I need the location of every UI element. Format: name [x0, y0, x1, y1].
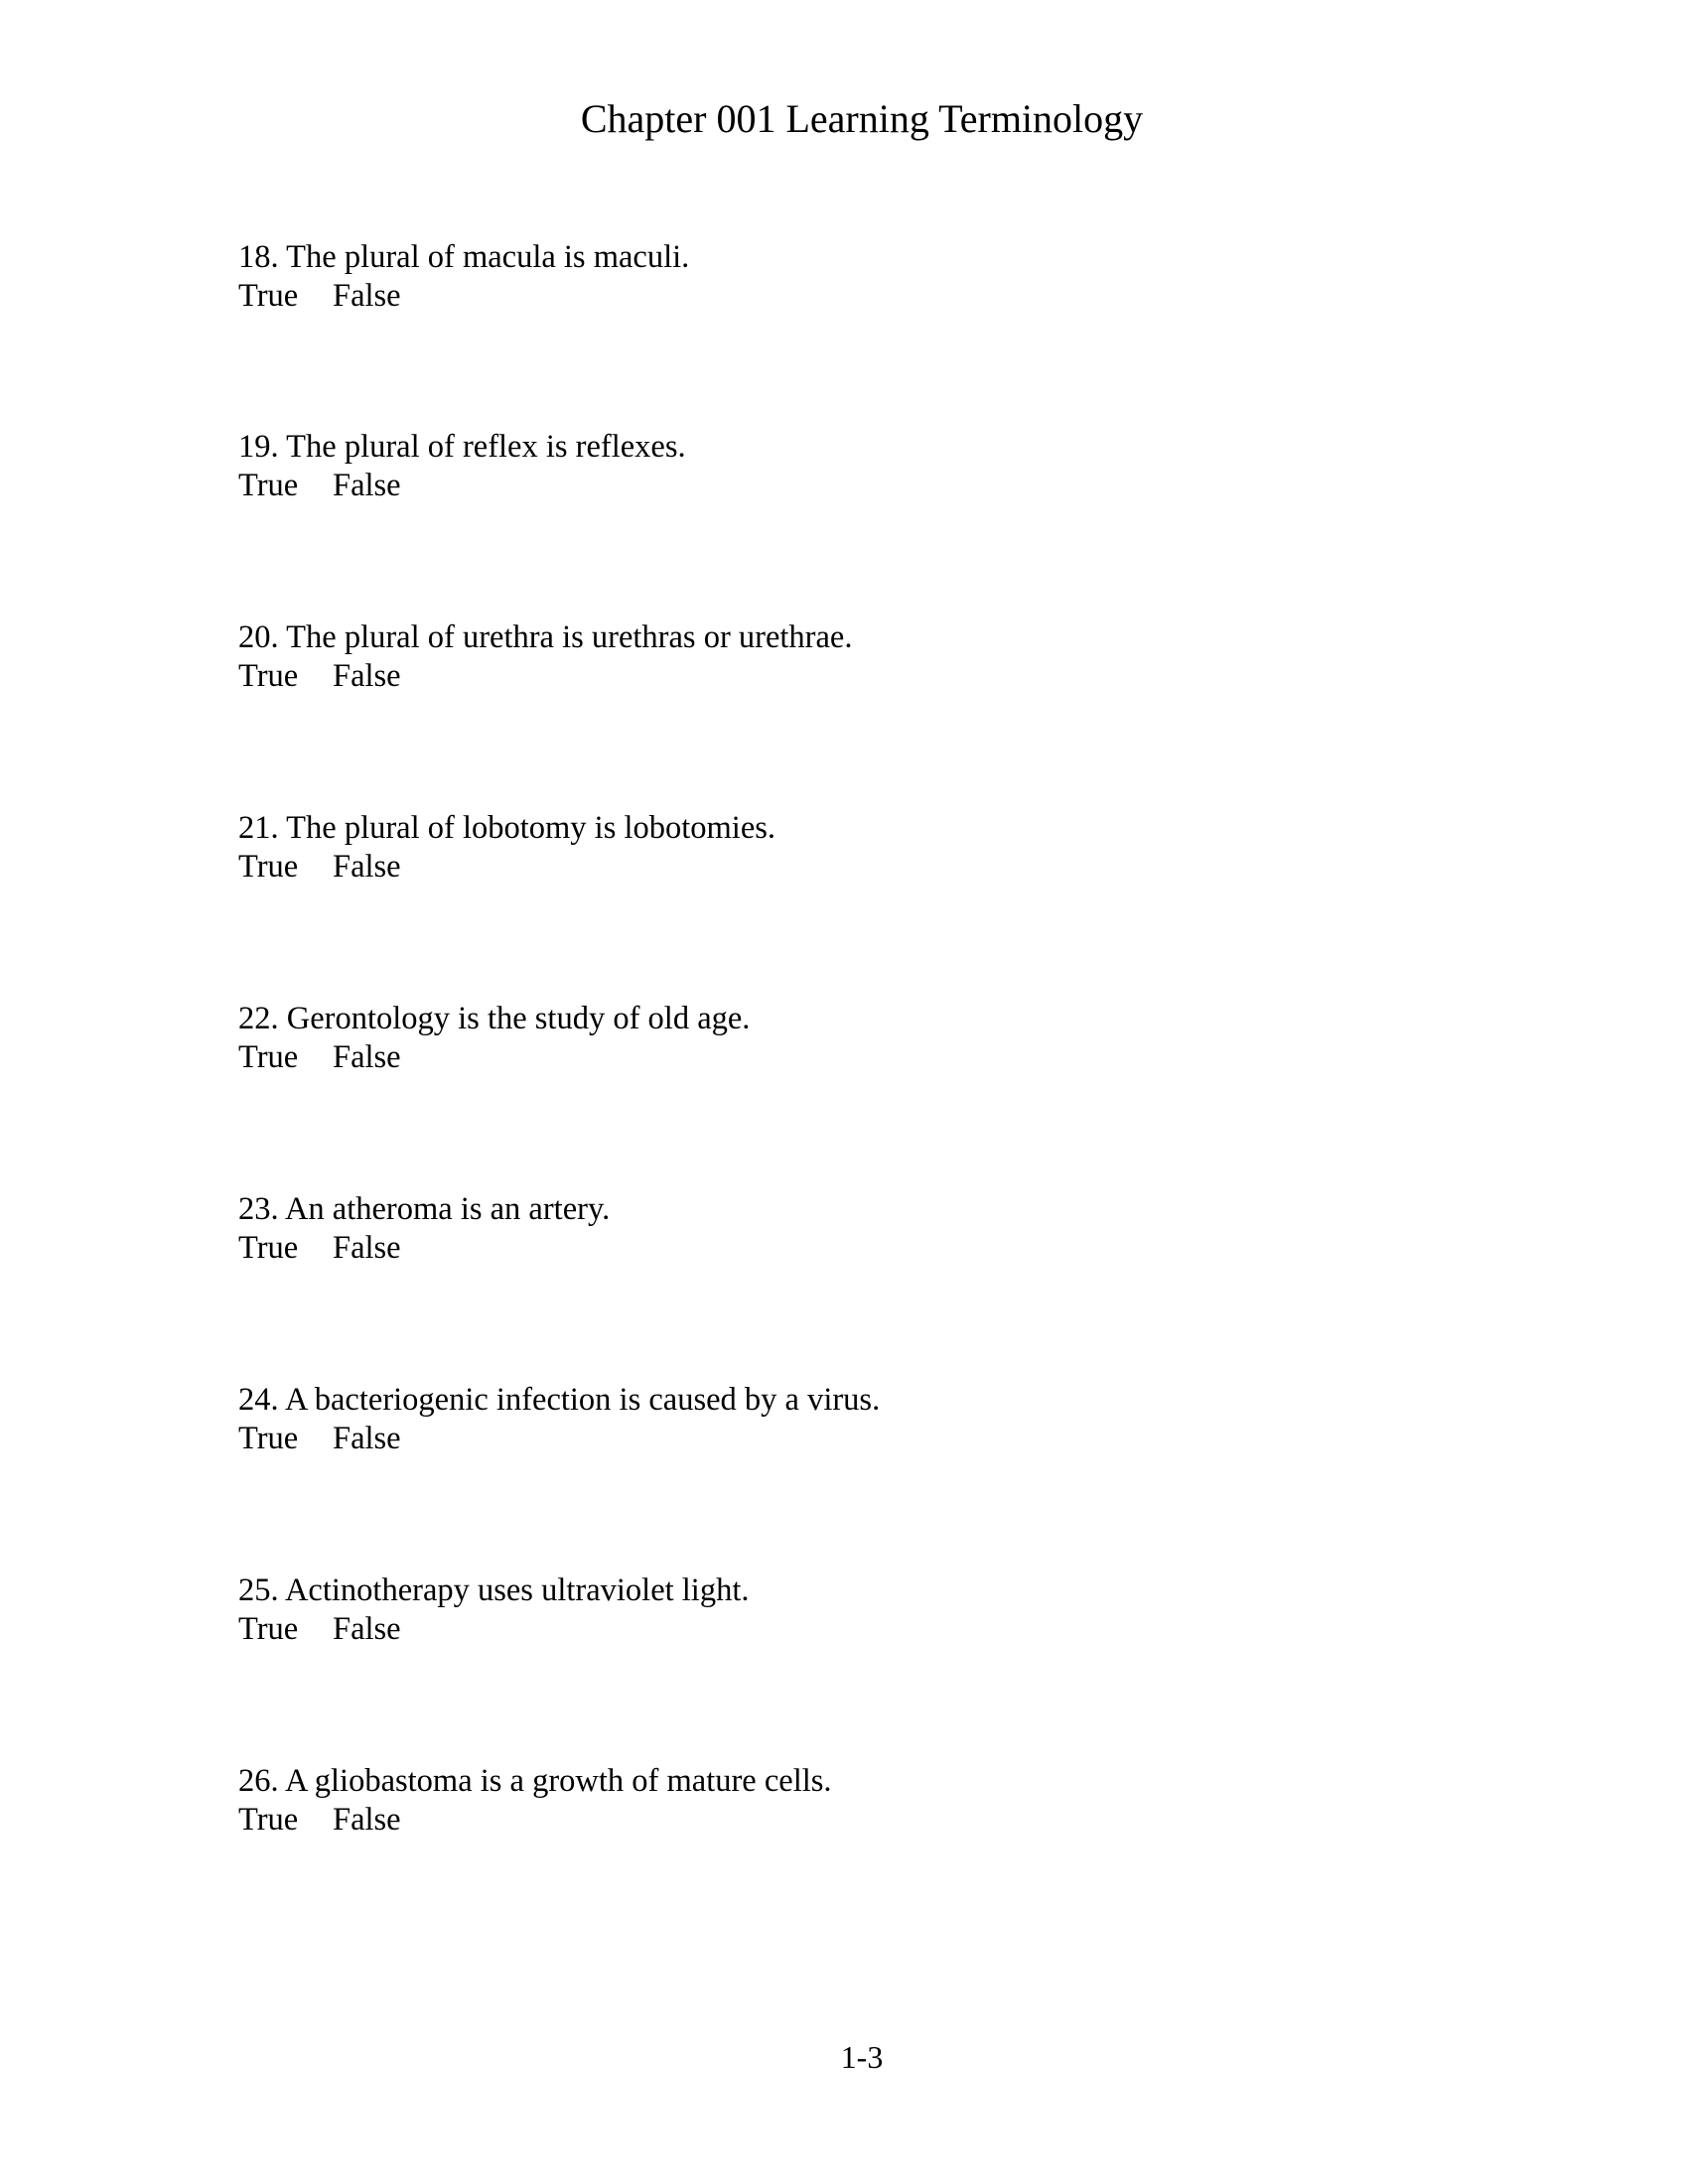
answer-true[interactable]: True [238, 1421, 299, 1456]
answer-true[interactable]: True [238, 849, 299, 885]
answer-false[interactable]: False [333, 1802, 401, 1838]
page-number: 1-3 [840, 2039, 884, 2075]
answer-options [238, 657, 1430, 696]
answer-options [238, 1038, 1430, 1077]
question-24 [238, 1381, 1430, 1458]
answer-true[interactable]: True [238, 278, 299, 314]
question-text: 19. The plural of reflex is reflexes. [238, 429, 686, 465]
answer-false[interactable]: False [333, 278, 401, 314]
question-18 [238, 238, 1430, 316]
answer-false[interactable]: False [333, 468, 401, 503]
question-text: 18. The plural of macula is maculi. [238, 239, 690, 275]
answer-options [238, 1801, 1430, 1840]
question-text: 25. Actinotherapy uses ultraviolet light. [238, 1572, 750, 1608]
question-text: 21. The plural of lobotomy is lobotomies. [238, 810, 776, 846]
question-25 [238, 1571, 1430, 1649]
answer-options [238, 1610, 1430, 1649]
answer-true[interactable]: True [238, 1611, 299, 1647]
answer-true[interactable]: True [238, 468, 299, 503]
question-text: 22. Gerontology is the study of old age. [238, 1001, 751, 1036]
answer-false[interactable]: False [333, 658, 401, 694]
answer-true[interactable]: True [238, 1039, 299, 1075]
answer-true[interactable]: True [238, 658, 299, 694]
question-19 [238, 428, 1430, 505]
question-22 [238, 1000, 1430, 1077]
question-text: 23. An atheroma is an artery. [238, 1191, 611, 1227]
question-text: 24. A bacteriogenic infection is caused by a virus. [238, 1382, 881, 1418]
answer-options [238, 467, 1430, 505]
answer-false[interactable]: False [333, 1611, 401, 1647]
answer-false[interactable]: False [333, 1421, 401, 1456]
answer-options [238, 1229, 1430, 1268]
answer-false[interactable]: False [333, 1039, 401, 1075]
answer-options [238, 277, 1430, 316]
question-21 [238, 809, 1430, 887]
question-text: 20. The plural of urethra is urethras or urethrae. [238, 619, 853, 655]
question-text: 26. A gliobastoma is a growth of mature cells. [238, 1763, 832, 1799]
page-title: Chapter 001 Learning Terminology [580, 96, 1144, 141]
question-23 [238, 1190, 1430, 1268]
answer-options [238, 848, 1430, 887]
answer-false[interactable]: False [333, 1230, 401, 1266]
answer-options [238, 1420, 1430, 1458]
question-20 [238, 618, 1430, 696]
answer-true[interactable]: True [238, 1802, 299, 1838]
answer-false[interactable]: False [333, 849, 401, 885]
question-26 [238, 1762, 1430, 1840]
answer-true[interactable]: True [238, 1230, 299, 1266]
